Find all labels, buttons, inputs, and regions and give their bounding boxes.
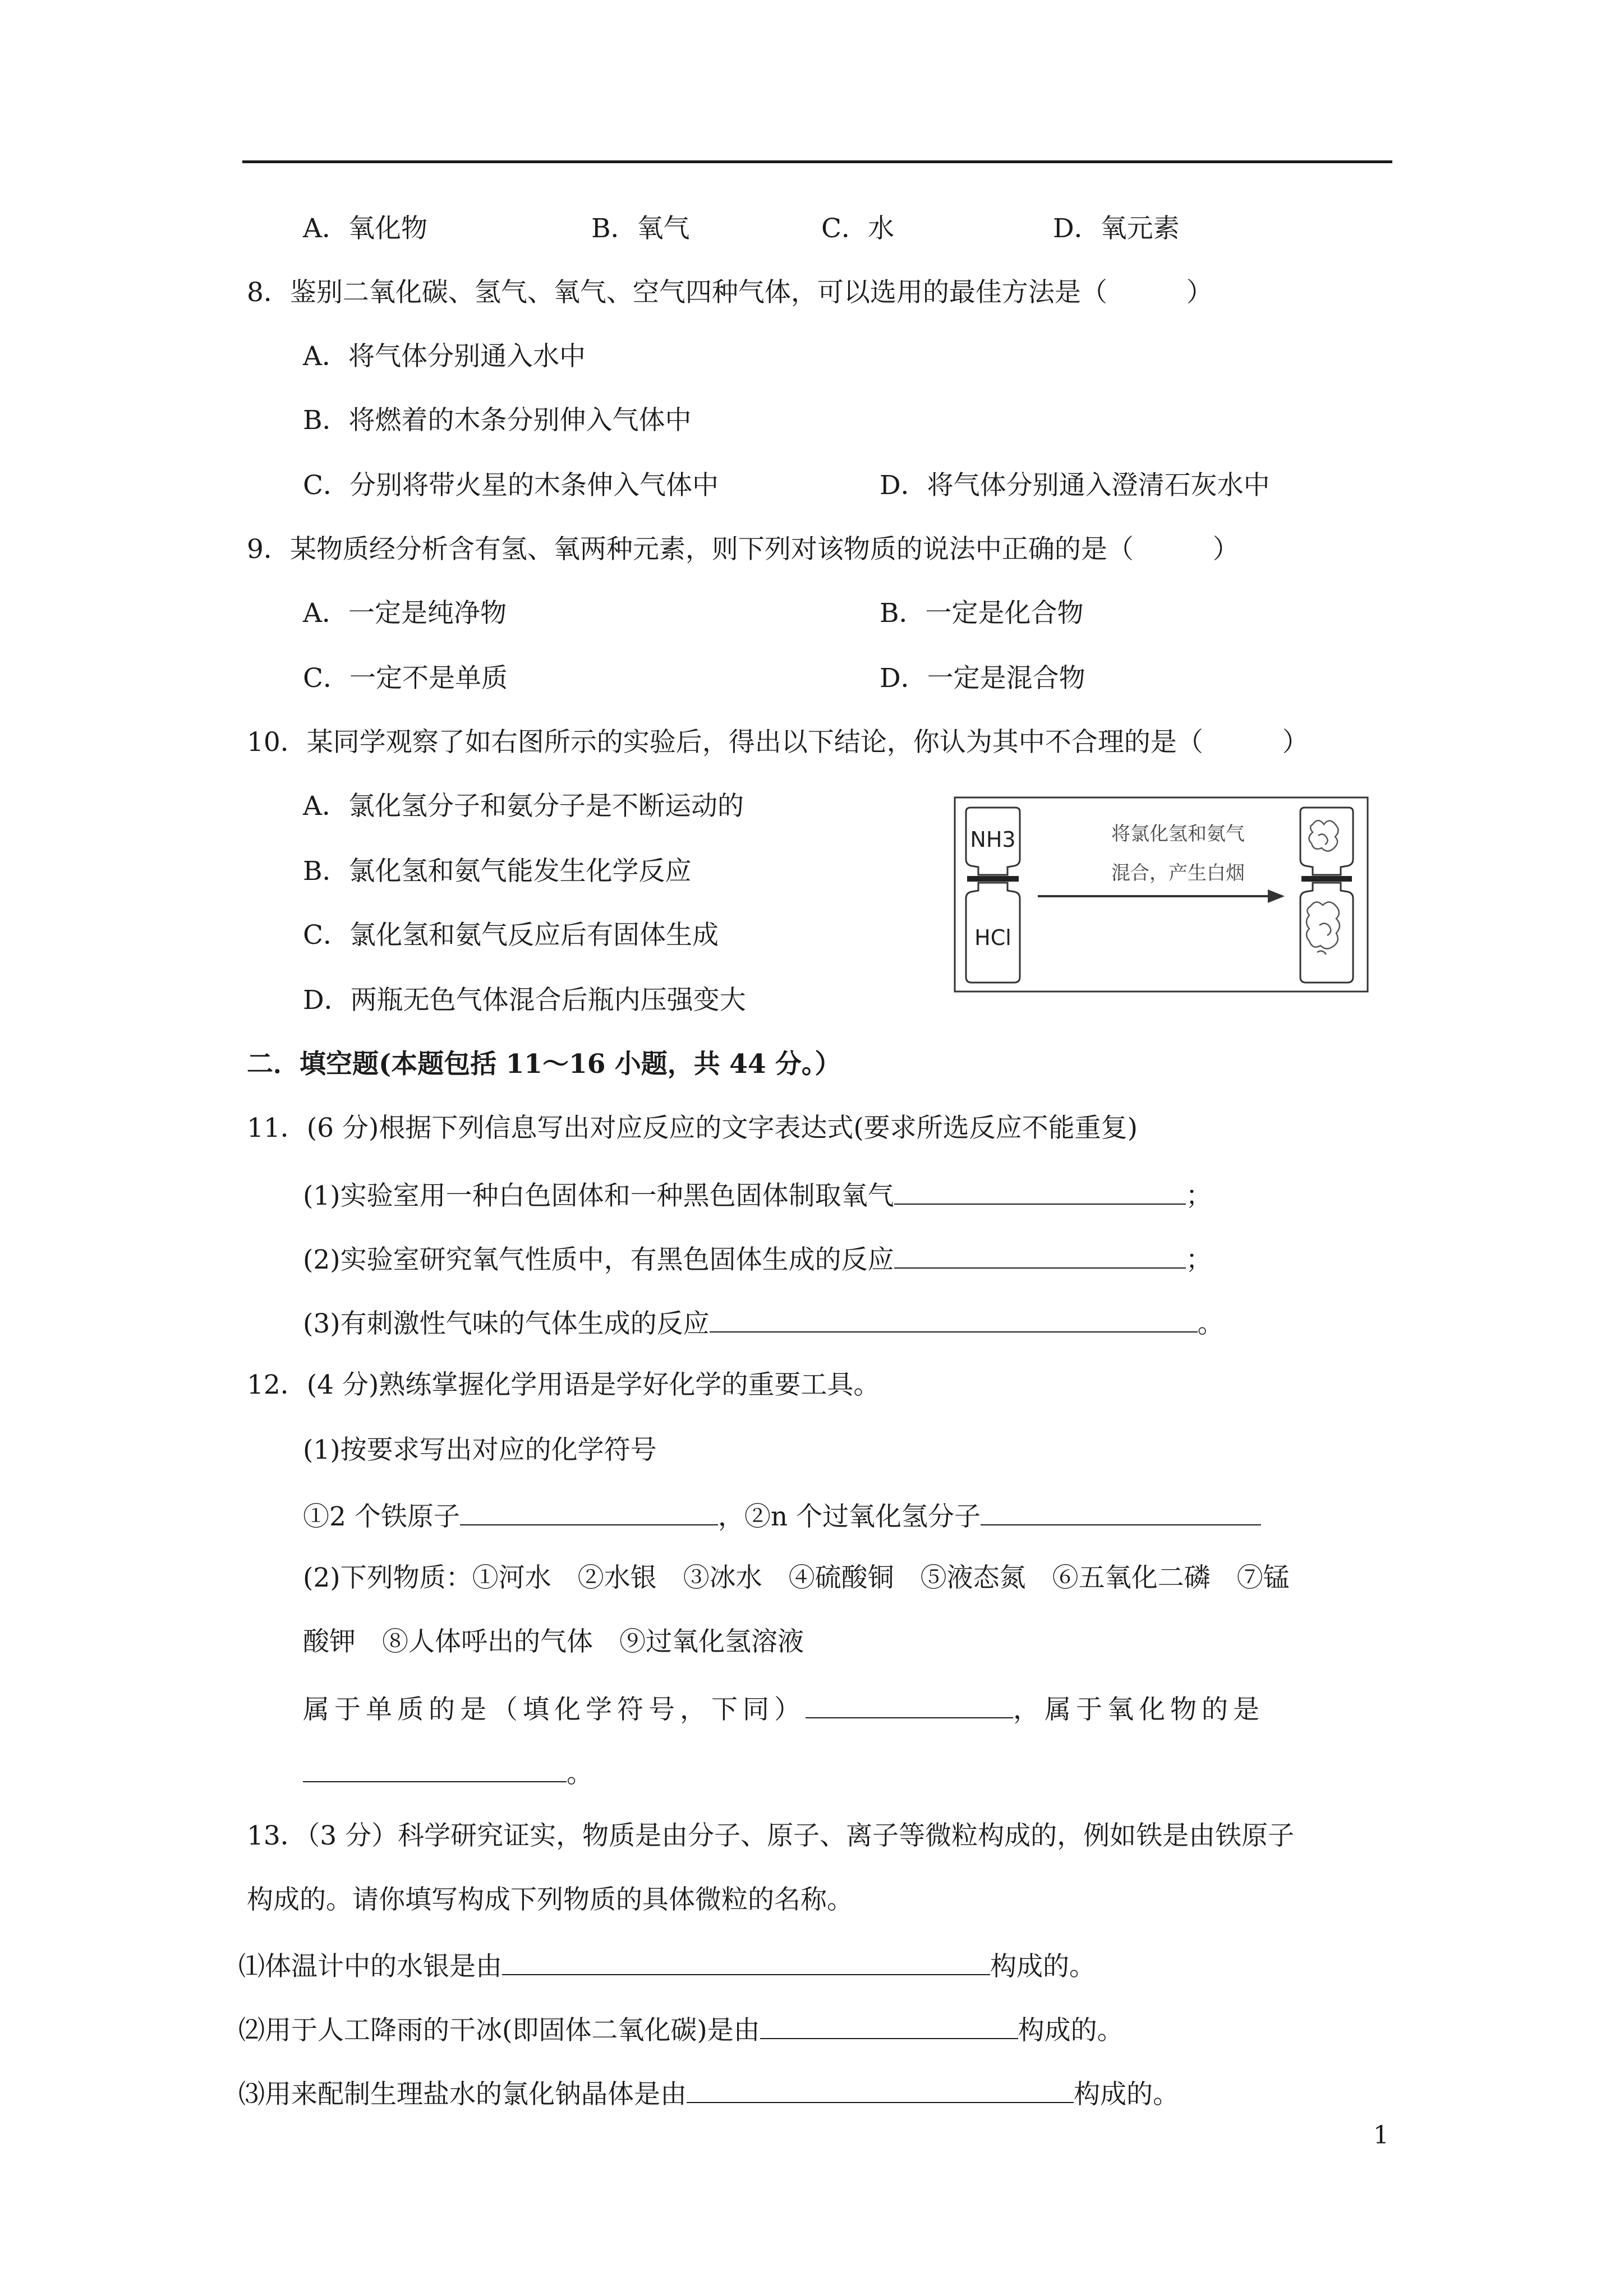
q10-option-b: B．氯化氢和氨气能发生化学反应	[303, 856, 692, 887]
q12-part2-line2: 酸钾 ⑧人体呼出的气体 ⑨过氧化氢溶液	[303, 1626, 804, 1657]
q13-part3-end: 构成的。	[1074, 2079, 1179, 2110]
q12-part2-end: 。	[567, 1758, 593, 1789]
arrow-head-icon	[1268, 889, 1285, 903]
q12-part1a-answer-blank[interactable]	[460, 1497, 718, 1525]
q12-part2-answer-line	[303, 1754, 593, 1791]
q11-part1-end: ；	[1185, 1181, 1212, 1211]
q12-part2-q2-text: ，属于氧化物的是	[1013, 1694, 1264, 1725]
q11-stem: 11．(6 分)根据下列信息写出对应反应的文字表达式(要求所选反应不能重复)	[247, 1113, 1138, 1144]
q11-part1-text: (1)实验室用一种白色固体和一种黑色固体制取氧气	[303, 1181, 894, 1211]
q12-part2-line1: (2)下列物质：①河水 ②水银 ③冰水 ④硫酸铜 ⑤液态氮 ⑥五氧化二磷 ⑦锰	[303, 1562, 1290, 1593]
q12-part2-question	[303, 1690, 1264, 1727]
q8-option-d: D．将气体分别通入澄清石灰水中	[880, 470, 1270, 501]
q10-option-a: A．氯化氢分子和氨分子是不断运动的	[303, 791, 744, 822]
q8-stem: 8．鉴别二氧化碳、氢气、氧气、空气四种气体，可以选用的最佳方法是（ ）	[247, 277, 1213, 308]
q12-stem: 12．(4 分)熟练掌握化学用语是学好化学的重要工具。	[247, 1370, 880, 1400]
q9-option-d: D．一定是混合物	[880, 663, 1085, 694]
q13-part1-text: ⑴体温计中的水银是由	[238, 1951, 502, 1982]
q13-part3-answer-blank[interactable]	[687, 2075, 1074, 2103]
q12-part1	[303, 1497, 1261, 1534]
q13-part1-answer-blank[interactable]	[502, 1947, 990, 1975]
q9-option-b: B．一定是化合物	[880, 598, 1084, 629]
q12-part2-element-blank[interactable]	[806, 1690, 1013, 1718]
q13-part2-text: ⑵用于人工降雨的干冰(即固体二氧化碳)是由	[238, 2015, 760, 2046]
q8-option-b: B．将燃着的木条分别伸入气体中	[303, 405, 692, 436]
q13-part2	[238, 2011, 1124, 2048]
q9-option-c: C．一定不是单质	[303, 663, 508, 694]
q11-part2	[303, 1241, 1212, 1277]
nh3-label: NH3	[970, 827, 1016, 852]
q13-stem-line2: 构成的。请你填写构成下列物质的具体微粒的名称。	[247, 1884, 853, 1915]
q13-part1-end: 构成的。	[990, 1951, 1096, 1982]
q11-part3	[303, 1304, 1224, 1341]
q13-stem-line1: 13．（3 分）科学研究证实，物质是由分子、原子、离子等微粒构成的，例如铁是由铁原子	[247, 1820, 1295, 1851]
q13-part1	[238, 1947, 1096, 1984]
glass-plate	[967, 876, 1019, 882]
q8-option-a: A．将气体分别通入水中	[303, 341, 586, 372]
figure-caption-line1: 将氯化氢和氨气	[1111, 823, 1245, 845]
mixed-bottles-icon	[1300, 808, 1353, 983]
q11-part3-answer-blank[interactable]	[710, 1304, 1198, 1333]
q11-part1	[303, 1177, 1212, 1213]
q12-part2-q1-text: 属于单质的是（填化学符号，下同）	[303, 1694, 806, 1725]
q10-option-d: D．两瓶无色气体混合后瓶内压强变大	[303, 985, 746, 1016]
q13-part2-answer-blank[interactable]	[760, 2011, 1018, 2039]
figure-caption-line2: 混合，产生白烟	[1111, 862, 1245, 884]
q11-part2-text: (2)实验室研究氧气性质中，有黑色固体生成的反应	[303, 1244, 894, 1275]
q12-part1a-text: ①2 个铁原子	[303, 1501, 460, 1532]
q8-option-c: C．分别将带火星的木条伸入气体中	[303, 470, 719, 501]
q9-option-a: A．一定是纯净物	[303, 598, 507, 629]
q10-experiment-figure	[954, 796, 1369, 993]
q9-stem: 9．某物质经分析含有氢、氧两种元素，则下列对该物质的说法中正确的是（ ）	[247, 534, 1239, 565]
q7-option-c: C．水	[821, 213, 894, 244]
q11-part1-answer-blank[interactable]	[894, 1177, 1186, 1205]
q11-part3-text: (3)有刺激性气味的气体生成的反应	[303, 1308, 710, 1339]
q13-part3-text: ⑶用来配制生理盐水的氯化钠晶体是由	[238, 2079, 687, 2110]
section2-title: 二．填空题(本题包括 11～16 小题，共 44 分。）	[247, 1049, 841, 1080]
q10-option-c: C．氯化氢和氨气反应后有固体生成	[303, 920, 719, 951]
q11-part2-end: ；	[1185, 1244, 1212, 1275]
q12-part1-title: (1)按要求写出对应的化学符号	[303, 1435, 657, 1465]
q11-part3-end: 。	[1197, 1308, 1224, 1339]
q13-part2-end: 构成的。	[1018, 2015, 1124, 2046]
q12-part1b-answer-blank[interactable]	[981, 1497, 1261, 1525]
hcl-label: HCl	[974, 925, 1011, 950]
page-number: 1	[1373, 2121, 1389, 2150]
q7-option-b: B．氧气	[591, 213, 690, 244]
q13-part3	[238, 2075, 1179, 2111]
q10-stem: 10．某同学观察了如右图所示的实验后，得出以下结论，你认为其中不合理的是（ ）	[247, 727, 1309, 758]
q11-part2-answer-blank[interactable]	[894, 1241, 1186, 1269]
q7-option-a: A．氧化物	[303, 213, 427, 244]
q12-part1b-text: ，②n 个过氧化氢分子	[717, 1501, 981, 1532]
q7-option-d: D．氧元素	[1053, 213, 1180, 244]
header-rule	[242, 160, 1392, 163]
q12-part2-oxide-blank[interactable]	[303, 1754, 567, 1782]
